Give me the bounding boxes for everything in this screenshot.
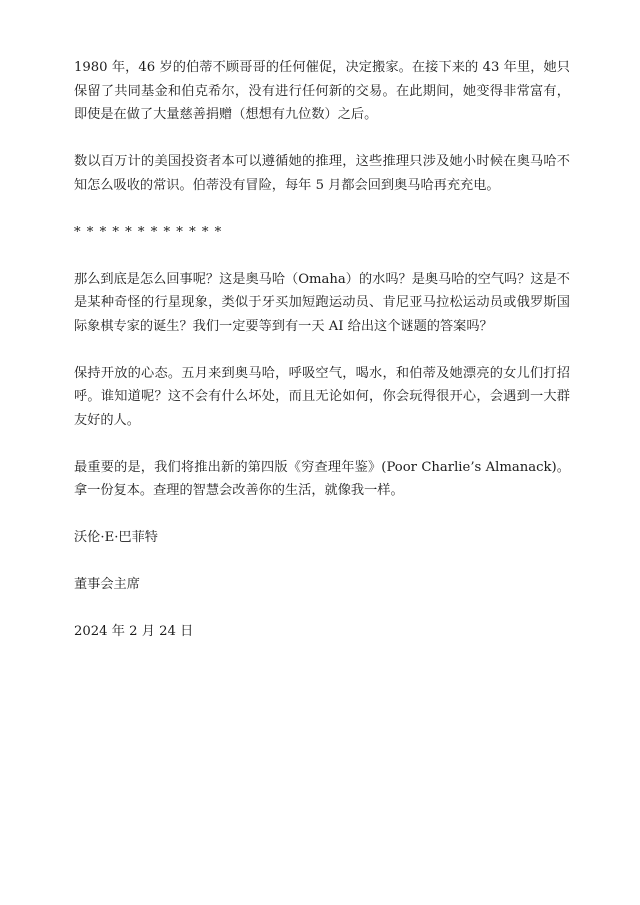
- section-separator: * * * * * * * * * * * *: [74, 224, 223, 240]
- signature-name: 沃伦·E·巴菲特: [74, 530, 158, 545]
- paragraph-bertie-moved: 1980 年，46 岁的伯蒂不顾哥哥的任何催促，决定搬家。在接下来的 43 年里，她只保留了共同基金和伯克希尔，没有进行任何新的交易。在此期间，她变得非常富有，即使是在做了大量慈善捐赠（想想有九位数）之后。: [74, 60, 570, 122]
- paragraph-almanack: 最重要的是，我们将推出新的第四版《穷查理年鉴》(Poor Charlie’s Almanack)。拿一份复本。查理的智慧会改善你的生活，就像我一样。: [74, 459, 570, 498]
- letter-body: [74, 56, 570, 667]
- paragraph-open-mind: 保持开放的心态。五月来到奥马哈，呼吸空气，喝水，和伯蒂及她漂亮的女儿们打招呼。谁知道呢？这不会有什么坏处，而且无论如何，你会玩得很开心，会遇到一大群友好的人。: [74, 365, 570, 428]
- signature-title: 董事会主席: [74, 577, 140, 592]
- paragraph-investors-reasoning: 数以百万计的美国投资者本可以遵循她的推理，这些推理只涉及她小时候在奥马哈不知怎么吸收的常识。伯蒂没有冒险，每年 5 月都会回到奥马哈再充充电。: [74, 154, 570, 193]
- paragraph-omaha-mystery: 那么到底是怎么回事呢？这是奥马哈（Omaha）的水吗？是奥马哈的空气吗？这是不是某种奇怪的行星现象，类似于牙买加短跑运动员、肯尼亚马拉松运动员或俄罗斯国际象棋专家的诞生？我们一定要等到有一天 AI 给出这个谜题的答案吗？: [74, 271, 570, 334]
- signature-date: 2024 年 2 月 24 日: [74, 624, 194, 639]
